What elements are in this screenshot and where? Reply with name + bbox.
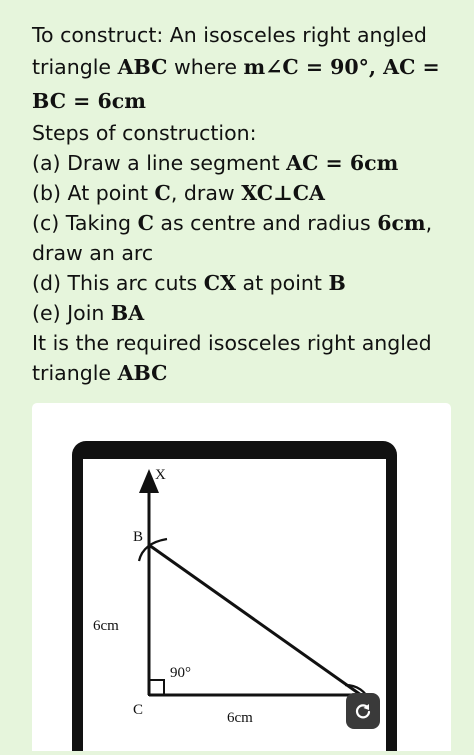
rotate-button[interactable] xyxy=(346,693,380,729)
label-x: X xyxy=(155,467,166,483)
right-angle-marker xyxy=(149,680,164,695)
math-fragment: 6cm xyxy=(377,211,426,235)
text-fragment: (b) At point xyxy=(32,181,155,205)
text-fragment: , draw xyxy=(170,181,242,205)
text-fragment: triangle xyxy=(32,55,118,79)
math-fragment: BA xyxy=(110,301,145,325)
math-fragment: AC = 6cm xyxy=(286,151,399,175)
step-b xyxy=(32,178,462,208)
label-base-length: 6cm xyxy=(227,710,253,726)
text-fragment: , xyxy=(425,211,433,235)
math-fragment: XC⊥CA xyxy=(241,181,325,205)
text-fragment: (e) Join xyxy=(32,301,111,325)
step-c-continued xyxy=(32,238,462,268)
step-e xyxy=(32,298,462,328)
text-fragment: (a) Draw a line segment xyxy=(32,151,287,175)
text-fragment: (d) This arc cuts xyxy=(32,271,204,295)
math-fragment: ABC xyxy=(117,361,168,385)
text-line-2 xyxy=(32,50,462,84)
math-fragment: C xyxy=(137,211,154,235)
text-fragment: It is the required isosceles right angled xyxy=(32,331,432,355)
text-line-4 xyxy=(32,118,462,148)
math-fragment: C xyxy=(154,181,171,205)
math-fragment: m∠C = 90°, AC = xyxy=(243,55,440,79)
label-c: C xyxy=(133,702,144,718)
text-fragment: as centre and radius xyxy=(153,211,378,235)
math-fragment: CX xyxy=(203,271,236,295)
step-a xyxy=(32,148,462,178)
text-line-3 xyxy=(32,84,462,118)
steps-heading: Steps of construction: xyxy=(32,121,257,145)
conclusion-line-1 xyxy=(32,328,462,358)
construct-heading: To construct: An isosceles right angled xyxy=(32,23,427,47)
text-fragment: (c) Taking xyxy=(32,211,138,235)
math-fragment: ABC xyxy=(117,55,168,79)
label-side-length: 6cm xyxy=(93,618,119,634)
text-fragment: where xyxy=(167,55,244,79)
step-d xyxy=(32,268,462,298)
label-b: B xyxy=(133,529,144,545)
text-fragment: triangle xyxy=(32,361,118,385)
label-angle: 90° xyxy=(170,665,191,681)
figure-canvas xyxy=(83,459,386,751)
math-fragment: B xyxy=(328,271,346,295)
text-fragment: draw an arc xyxy=(32,241,154,265)
math-fragment: BC = 6cm xyxy=(32,89,146,113)
triangle-construction xyxy=(83,459,386,751)
text-fragment: at point xyxy=(236,271,329,295)
conclusion-line-2 xyxy=(32,358,462,388)
step-c xyxy=(32,208,462,238)
text-line-1 xyxy=(32,20,462,50)
construction-arc-b xyxy=(139,539,167,561)
rotate-icon xyxy=(354,702,372,720)
construction-text xyxy=(32,20,462,388)
